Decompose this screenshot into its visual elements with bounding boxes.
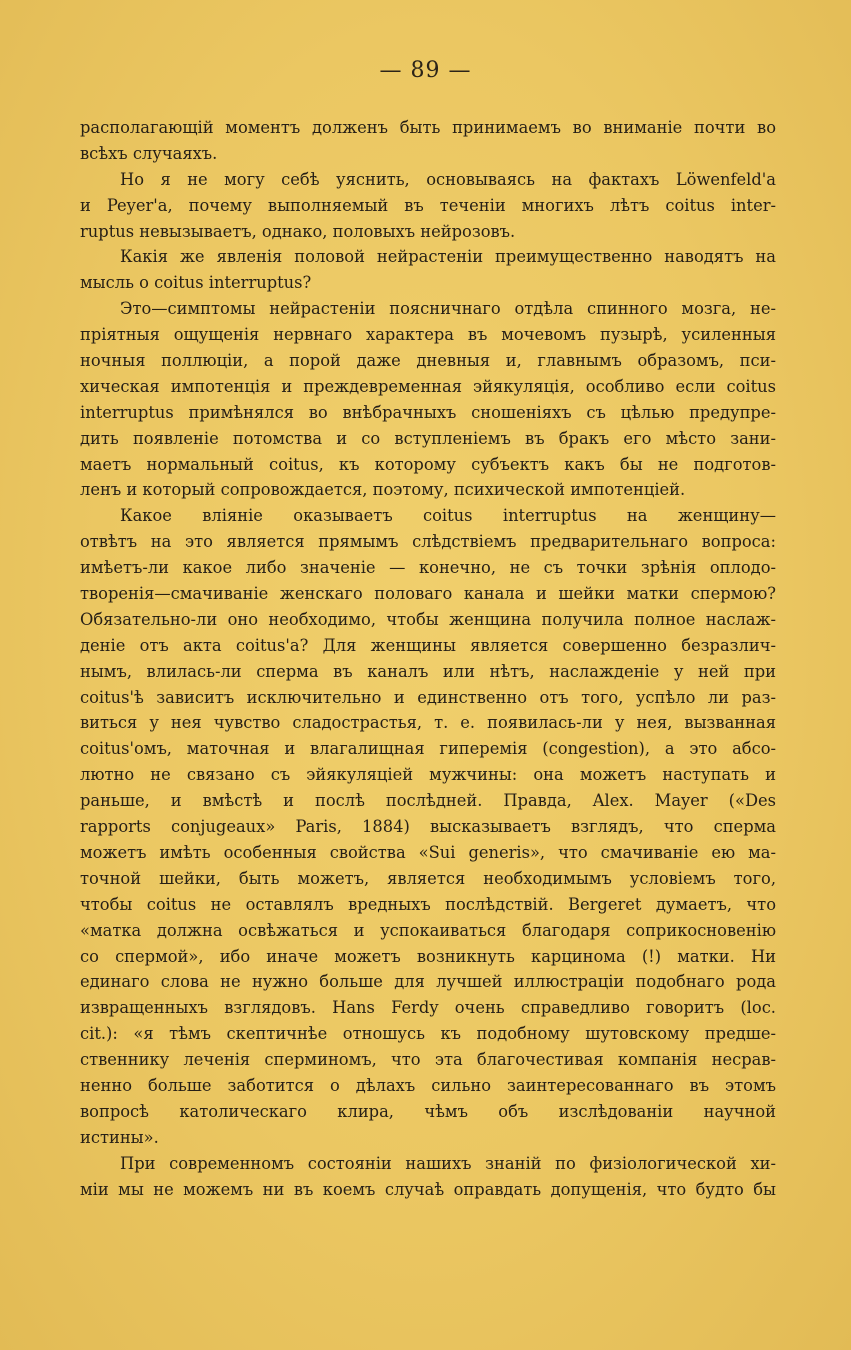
text-line: единаго слова не нужно больше для лучшей иллюстраціи подобнаго рода [80,972,776,992]
text-line: Это—симптомы нейрастеніи поясничнаго отдѣла спинного мозга, не- [120,299,776,319]
text-line: interruptus примѣнялся во внѣбрачныхъ сношеніяхъ съ цѣлью предупре- [80,402,776,422]
text-line: Какія же явленія половой нейрастеніи преимущественно наводятъ на [120,247,776,267]
text-line: пріятныя ощущенія нервнаго характера въ мочевомъ пузырѣ, усиленныя [80,325,776,345]
text-line: отвѣтъ на это является прямымъ слѣдствіемъ предварительнаго вопроса: [80,532,776,552]
text-line: Но я не могу себѣ уяснить, основываясь на фактахъ Löwenfeld'а [120,169,776,189]
text-line: всѣхъ случаяхъ. [80,143,218,163]
text-line: можетъ имѣть особенныя свойства «Sui generis», что смачиваніе ею ма- [80,842,776,862]
page-number: — 89 — [379,58,472,83]
text-line: хическая импотенція и преждевременная эйякуляція, особливо если coitus [80,376,776,396]
text-line: вопросѣ католическаго клира, чѣмъ объ изслѣдованіи научной [80,1101,776,1121]
text-line: маетъ нормальный coitus, къ которому субъектъ какъ бы не подготов- [80,454,776,474]
text-line: чтобы coitus не оставлялъ вредныхъ послѣдствій. Bergeret думаетъ, что [80,894,776,914]
text-line: cit.): «я тѣмъ скептичнѣе отношусь къ подобному шутовскому предше- [80,1024,776,1044]
text-line: ственнику леченія сперминомъ, что эта благочестивая компанія несрав- [80,1050,776,1070]
text-line: «матка должна освѣжаться и успокаиваться благодаря соприкосновенію [80,920,776,940]
text-line: ленъ и который сопровождается, поэтому, психической импотенціей. [80,480,686,500]
text-line: извращенныхъ взглядовъ. Hans Ferdy очень справедливо говоритъ (loc. [80,998,776,1018]
text-line: coitus'омъ, маточная и влагалищная гиперемія (congestion), а это абсо- [80,739,776,759]
text-line: и Peyer'а, почему выполняемый въ теченіи многихъ лѣтъ coitus inter- [80,195,776,215]
text-line: творенія—смачиваніе женскаго половаго канала и шейки матки спермою? [80,584,776,604]
text-line: деніе отъ акта coitus'а? Для женщины является совершенно безразлич- [80,635,776,655]
text-line: coitus'ѣ зависитъ исключительно и единственно отъ того, успѣло ли раз- [80,687,776,707]
text-line: Какое вліяніе оказываетъ coitus interruptus на женщину— [120,506,776,526]
text-line: раньше, и вмѣстѣ и послѣ послѣдней. Правда, Alex. Mayer («Des [80,791,776,811]
text-line: ненно больше заботится о дѣлахъ сильно заинтересованнаго въ этомъ [80,1075,776,1095]
text-line: ruptus невызываетъ, однако, половыхъ нейрозовъ. [80,221,516,241]
text-line: располагающій моментъ долженъ быть принимаемъ во вниманіе почти во [80,118,776,137]
text-line: дить появленіе потомства и со вступленіемъ въ бракъ его мѣсто зани- [80,428,776,448]
text-line: истины». [80,1127,159,1147]
text-line: точной шейки, быть можетъ, является необходимымъ условіемъ того, [80,868,776,888]
text-line: со спермой», ибо иначе можетъ возникнуть карцинома (!) матки. Ни [80,946,776,966]
text-line: нымъ, влилась-ли сперма въ каналъ или нѣтъ, наслажденіе у ней при [80,661,776,681]
text-line: При современномъ состояніи нашихъ знаній по физіологической хи- [120,1153,776,1173]
text-line: виться у нея чувство сладострастья, т. е. появилась-ли у нея, вызванная [80,713,776,733]
page-text [80,115,776,1202]
text-line: Обязательно-ли оно необходимо, чтобы женщина получила полное наслаж- [80,609,776,629]
text-line: ночныя поллюціи, а порой даже дневныя и, главнымъ образомъ, пси- [80,351,776,371]
text-line: rapports conjugeaux» Paris, 1884) высказываетъ взглядъ, что сперма [80,817,776,837]
text-line: мысль о coitus interruptus? [80,273,312,293]
text-line: имѣетъ-ли какое либо значеніе — конечно, не съ точки зрѣнія оплодо- [80,558,776,578]
text-line: лютно не связано съ эйякуляціей мужчины: она можетъ наступать и [80,765,776,785]
text-line: міи мы не можемъ ни въ коемъ случаѣ оправдать допущенія, что будто бы [80,1179,776,1199]
